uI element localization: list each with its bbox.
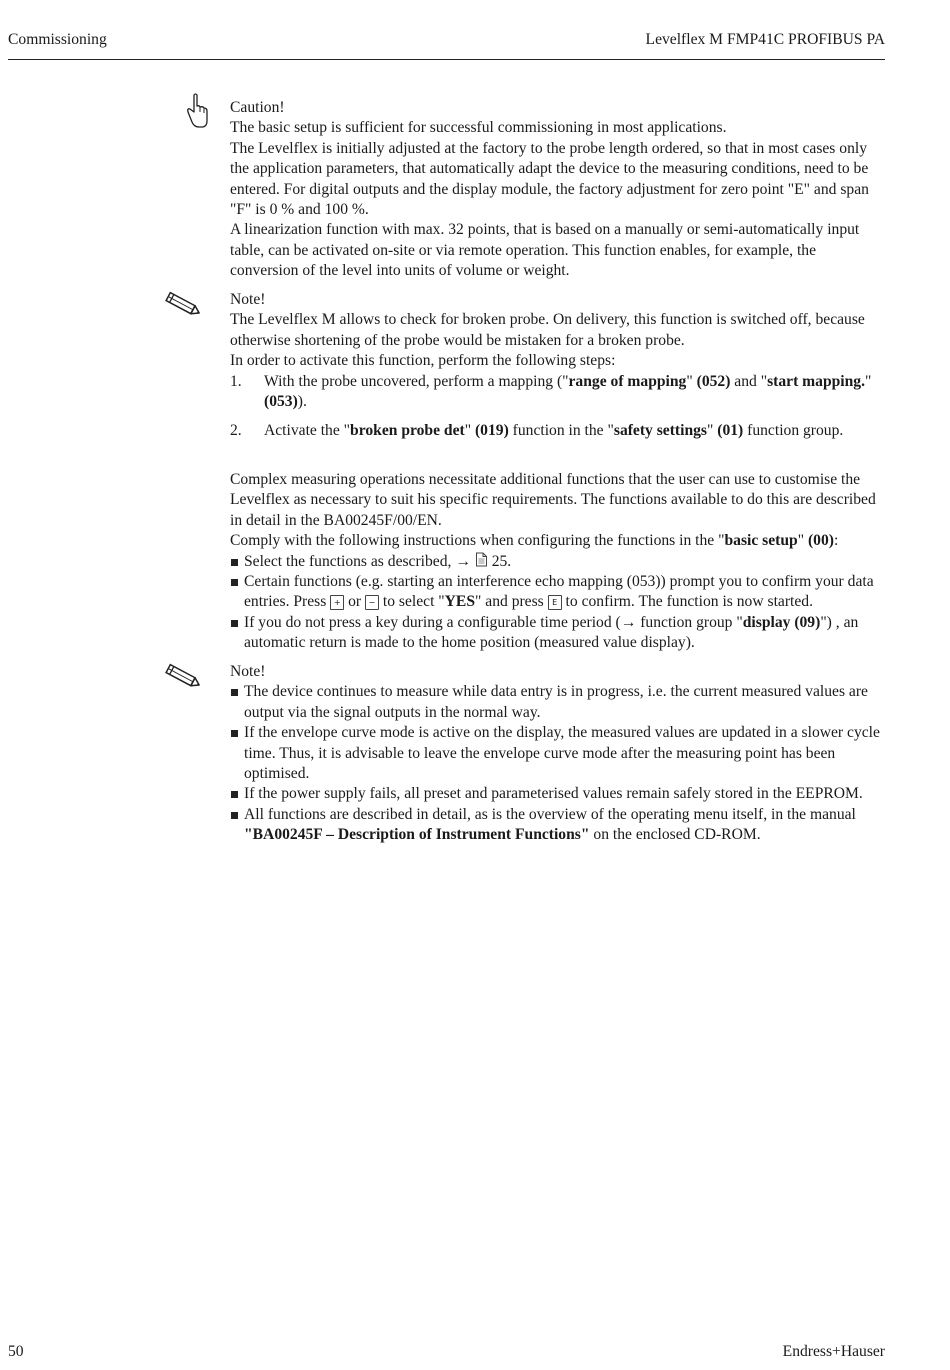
- caution-paragraph: The Levelflex is initially adjusted at the factory to the probe length ordered, so that in most cases only the application parameters, that automatically adapt the device to the measuring conditions, need to be entered. For digital outputs and the display module, the factory adjustment for zero point "E" and span "F" is 0 % and 100 %.: [230, 139, 869, 219]
- page-reference-icon: [475, 553, 488, 570]
- bullet-item: [230, 613, 888, 654]
- header-section-title: Commissioning: [8, 31, 107, 48]
- bullet-text: on the enclosed CD-ROM.: [589, 826, 761, 844]
- bullet-square-icon: [231, 689, 238, 696]
- inline-text: :: [833, 532, 839, 550]
- note-block-broken-probe: [230, 290, 888, 442]
- brand-name: Endress+Hauser: [782, 1343, 885, 1360]
- step-text: function in the ": [508, 422, 614, 440]
- header-divider: [8, 59, 885, 60]
- numbered-step: [230, 421, 888, 441]
- bullet-square-icon: [231, 559, 238, 566]
- bullet-item: [230, 552, 888, 572]
- function-group-name: safety settings: [613, 422, 707, 440]
- note-heading: Note!: [230, 663, 266, 680]
- page-header: [8, 30, 885, 52]
- inline-text: Certain functions (e.g. starting an interference echo mapping (053)) prompt you to confirm your data entries. Press: [244, 573, 874, 611]
- function-group-code: (00): [807, 532, 834, 550]
- function-code: (053): [264, 393, 298, 411]
- option-value: YES: [444, 593, 476, 611]
- inline-text: " and press: [475, 593, 548, 611]
- note-paragraph: The Levelflex M allows to check for broken probe. On delivery, this function is switched off, because otherwise shortening of the probe would be mistaken for a broken probe.: [230, 311, 865, 349]
- step-text: function group.: [743, 422, 844, 440]
- bullet-square-icon: [231, 620, 238, 627]
- function-group-code: (01): [717, 422, 744, 440]
- function-name: broken probe det: [350, 422, 465, 440]
- function-name: start mapping.: [767, 372, 865, 390]
- caution-heading: Caution!: [230, 99, 285, 116]
- inline-text: ": [797, 532, 808, 550]
- header-product-title: Levelflex M FMP41C PROFIBUS PA: [645, 31, 885, 48]
- step-text: and ": [730, 372, 768, 390]
- inline-text: Select the functions as described, →: [244, 552, 475, 570]
- caution-paragraph: A linearization function with max. 32 points, that is based on a manually or semi-automatically input table, can be activated on-site or via remote operation. This function enables, for example, the conversion of the level into units of volume or weight.: [230, 221, 860, 280]
- manual-reference: "BA00245F – Description of Instrument Functions": [244, 826, 590, 844]
- inline-text: ") , an automatic return is made to the home position (measured value display).: [244, 613, 859, 652]
- function-code: (052): [696, 372, 731, 390]
- page-number: 50: [8, 1343, 24, 1360]
- pencil-icon: [163, 290, 203, 326]
- bullet-square-icon: [231, 730, 238, 737]
- inline-text: to confirm. The function is now started.: [561, 593, 813, 611]
- bullet-item: [230, 723, 888, 784]
- inline-text: Comply with the following instructions when configuring the functions in the ": [230, 532, 725, 550]
- note-heading: Note!: [230, 291, 266, 308]
- bullet-item: [230, 805, 888, 846]
- inline-text: or: [344, 593, 365, 611]
- step-text: ).: [297, 393, 307, 411]
- bullet-text: All functions are described in detail, as is the overview of the operating menu itself, in the manual: [244, 805, 856, 823]
- step-text: ": [865, 372, 872, 390]
- inline-text: to select ": [378, 593, 445, 611]
- function-name: range of mapping: [568, 372, 687, 390]
- pointing-hand-icon: [184, 92, 210, 136]
- step-number: 1.: [230, 372, 242, 390]
- bullet-item: [230, 682, 888, 723]
- step-text: Activate the ": [264, 422, 351, 440]
- inline-text: If you do not press a key during a configurable time period (→ function group ": [244, 613, 743, 631]
- bullet-square-icon: [231, 812, 238, 819]
- function-code: (019): [474, 422, 509, 440]
- step-text: ": [464, 422, 475, 440]
- bullet-text: If the envelope curve mode is active on the display, the measured values are updated in a slower cycle time. Thus, it is advisable to leave the envelope curve mode after the measuring point has been optimised.: [244, 724, 880, 783]
- page-number-ref: 25.: [487, 552, 512, 570]
- caution-block: [230, 98, 888, 282]
- enter-key-icon: E: [548, 595, 562, 610]
- bullet-text: The device continues to measure while data entry is in progress, i.e. the current measured values are output via the signal outputs in the normal way.: [244, 683, 868, 721]
- plus-key-icon: +: [330, 595, 344, 610]
- page-footer: [8, 1342, 885, 1364]
- note-paragraph: In order to activate this function, perform the following steps:: [230, 352, 616, 370]
- note-block-operation: [230, 662, 888, 846]
- function-group-name: basic setup: [724, 532, 798, 550]
- step-number: 2.: [230, 422, 242, 440]
- bullet-square-icon: [231, 579, 238, 586]
- caution-paragraph: The basic setup is sufficient for successful commissioning in most applications.: [230, 119, 727, 137]
- configuration-instructions-block: [230, 470, 888, 654]
- bullet-square-icon: [231, 791, 238, 798]
- step-text: ": [686, 372, 697, 390]
- body-paragraph: [230, 531, 888, 551]
- step-text: ": [707, 422, 718, 440]
- function-group-name: display (09): [742, 613, 821, 631]
- step-text: With the probe uncovered, perform a mapping (": [264, 372, 569, 390]
- minus-key-icon: −: [365, 595, 379, 610]
- bullet-text: If the power supply fails, all preset and parameterised values remain safely stored in the EEPROM.: [244, 785, 863, 803]
- pencil-icon: [163, 662, 203, 698]
- bullet-item: [230, 572, 888, 613]
- bullet-item: [230, 784, 888, 804]
- numbered-step: [230, 372, 888, 413]
- body-paragraph: Complex measuring operations necessitate additional functions that the user can use to customise the Levelflex as necessary to suit his specific requirements. The functions available to do this are described in detail in the BA00245F/00/EN.: [230, 471, 876, 529]
